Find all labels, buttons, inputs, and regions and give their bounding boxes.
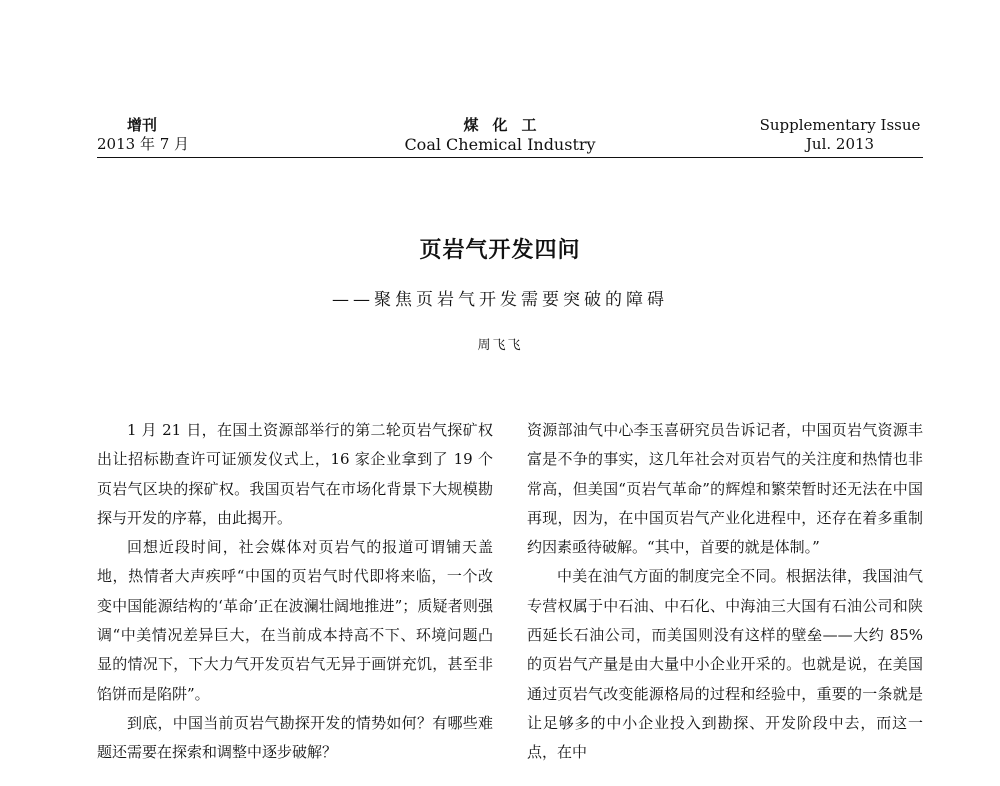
paragraph: 中美在油气方面的制度完全不同。根据法律，我国油气专营权属于中石油、中石化、中海油三大国有石油公司和陕西延长石油公司，而美国则没有这样的壁垒——大约 85% 的页岩气产量是由大量中小企业开采的。也就是说，在美国通过页岩气改变能源格局的过程和经验中，重要的一条就是让足够多的中小企业投入到勘探、开发阶段中去，而这一点，在中 <box>527 567 923 762</box>
journal-name-en: Coal Chemical Industry <box>404 135 596 154</box>
header-rule <box>97 157 923 158</box>
article-subtitle: ——聚焦页岩气开发需要突破的障碍 <box>332 290 668 310</box>
paragraph: 回想近段时间，社会媒体对页岩气的报道可谓铺天盖地，热情者大声疾呼“中国的页岩气时代即将来临，一个改变中国能源结构的‘革命’正在波澜壮阔地推进”；质疑者则强调“中美情况差异巨大，在当前成本持高不下、环境问题凸显的情况下，下大力气开发页岩气无异于画饼充饥，甚至非馅饼而是陷阱”。 <box>97 538 493 703</box>
header-left <box>97 116 257 154</box>
journal-name-cn: 煤化工 <box>463 116 551 134</box>
paragraph: 1 月 21 日，在国土资源部举行的第二轮页岩气探矿权出让招标勘查许可证颁发仪式上，16 家企业拿到了 19 个页岩气区块的探矿权。我国页岩气在市场化背景下大规模勘探与开发的序幕，由此揭开。 <box>97 421 493 527</box>
header-right <box>740 116 940 154</box>
body-column-right <box>527 416 923 768</box>
issue-date: 2013 年 7 月 <box>97 135 190 153</box>
issue-date-en: Jul. 2013 <box>805 135 875 153</box>
article-author: 周飞飞 <box>477 338 523 353</box>
article-title: 页岩气开发四问 <box>419 238 581 263</box>
header-center <box>380 116 620 154</box>
paragraph: 到底，中国当前页岩气勘探开发的情势如何？有哪些难题还需要在探索和调整中逐步破解？ <box>97 713 493 762</box>
issue-label: 增刊 <box>127 116 158 134</box>
issue-label-en: Supplementary Issue <box>759 116 921 134</box>
body-column-left <box>97 416 493 768</box>
paragraph: 资源部油气中心李玉喜研究员告诉记者，中国页岩气资源丰富是不争的事实，这几年社会对页岩气的关注度和热情也非常高，但美国“页岩气革命”的辉煌和繁荣暂时还无法在中国再现，因为，在中国页岩气产业化进程中，还存在着多重制约因素亟待破解。“其中，首要的就是体制。” <box>527 421 923 557</box>
